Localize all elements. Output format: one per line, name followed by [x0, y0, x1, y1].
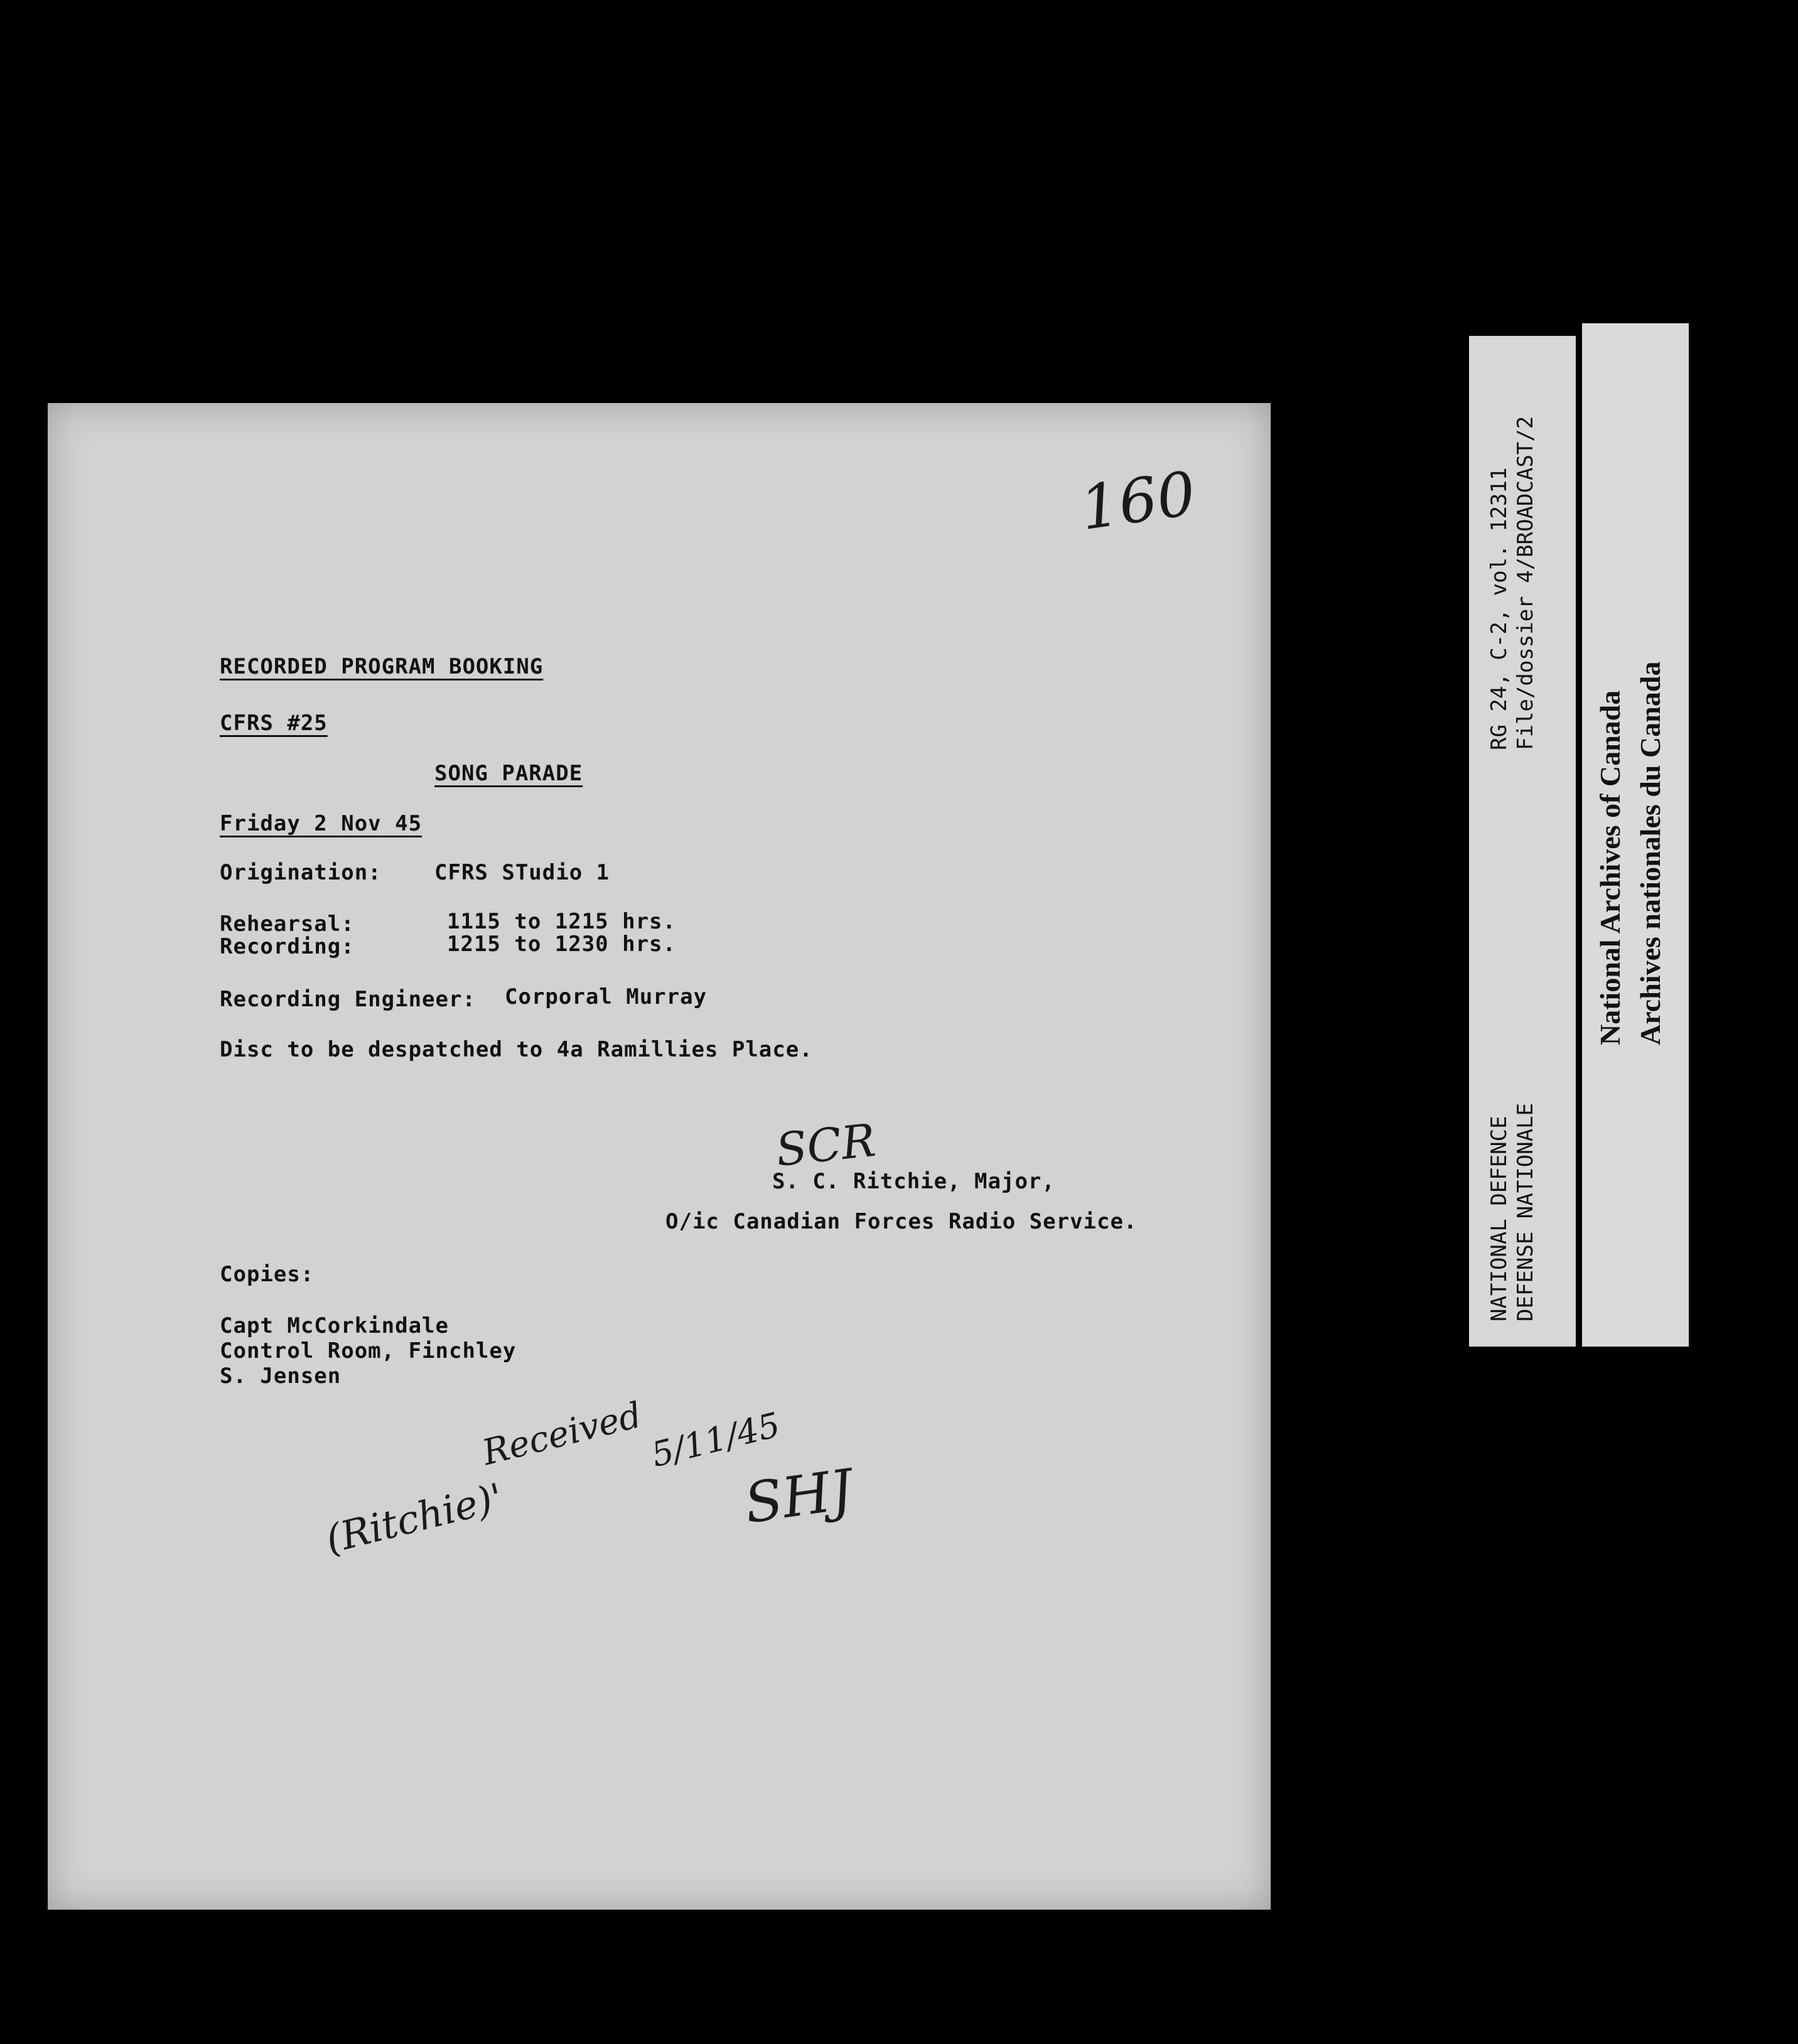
signature-initials: SCR: [773, 1113, 878, 1177]
ritchie-note: (Ritchie)': [321, 1474, 508, 1563]
disc-note: Disc to be despatched to 4a Ramillies Place.: [220, 1037, 813, 1062]
received-note: Received: [478, 1394, 646, 1474]
copy-recipient: Capt McCorkindale: [220, 1313, 449, 1338]
received-date: 5/11/45: [647, 1404, 784, 1475]
engineer-value: Corporal Murray: [505, 984, 708, 1009]
department-line1: NATIONAL DEFENCE: [1487, 1116, 1512, 1321]
national-archives-strip: [1582, 323, 1689, 1347]
origination-value: CFRS STudio 1: [434, 860, 610, 885]
signatory-title: O/ic Canadian Forces Radio Service.: [665, 1209, 1138, 1234]
program-number: CFRS #25: [220, 711, 328, 736]
archive-reference-line1: RG 24, C-2, vol. 12311: [1487, 467, 1512, 750]
received-initials: SHJ: [740, 1456, 857, 1536]
program-title: SONG PARADE: [434, 761, 583, 786]
archives-name-fr: Archives nationales du Canada: [1634, 661, 1666, 1045]
archive-reference-strip: [1469, 336, 1576, 1347]
copies-label: Copies:: [220, 1262, 315, 1287]
recording-label: Recording:: [220, 934, 355, 959]
page-number-handwritten: 160: [1076, 458, 1200, 544]
broadcast-date: Friday 2 Nov 45: [220, 811, 423, 836]
document-heading: RECORDED PROGRAM BOOKING: [220, 654, 544, 679]
copy-recipient: Control Room, Finchley: [220, 1338, 517, 1364]
rehearsal-value: 1115 to 1215 hrs.: [447, 909, 676, 934]
rehearsal-label: Rehearsal:: [220, 912, 355, 937]
document-page: [48, 403, 1271, 1910]
recording-value: 1215 to 1230 hrs.: [447, 932, 676, 957]
department-line2: DEFENSE NATIONALE: [1513, 1103, 1538, 1321]
signatory-name: S. C. Ritchie, Major,: [772, 1169, 1055, 1194]
copy-recipient: S. Jensen: [220, 1364, 342, 1389]
origination-label: Origination:: [220, 860, 382, 885]
engineer-label: Recording Engineer:: [220, 987, 476, 1012]
archive-reference-line2: File/dossier 4/BROADCAST/2: [1513, 416, 1538, 750]
archives-name-en: National Archives of Canada: [1594, 690, 1626, 1045]
